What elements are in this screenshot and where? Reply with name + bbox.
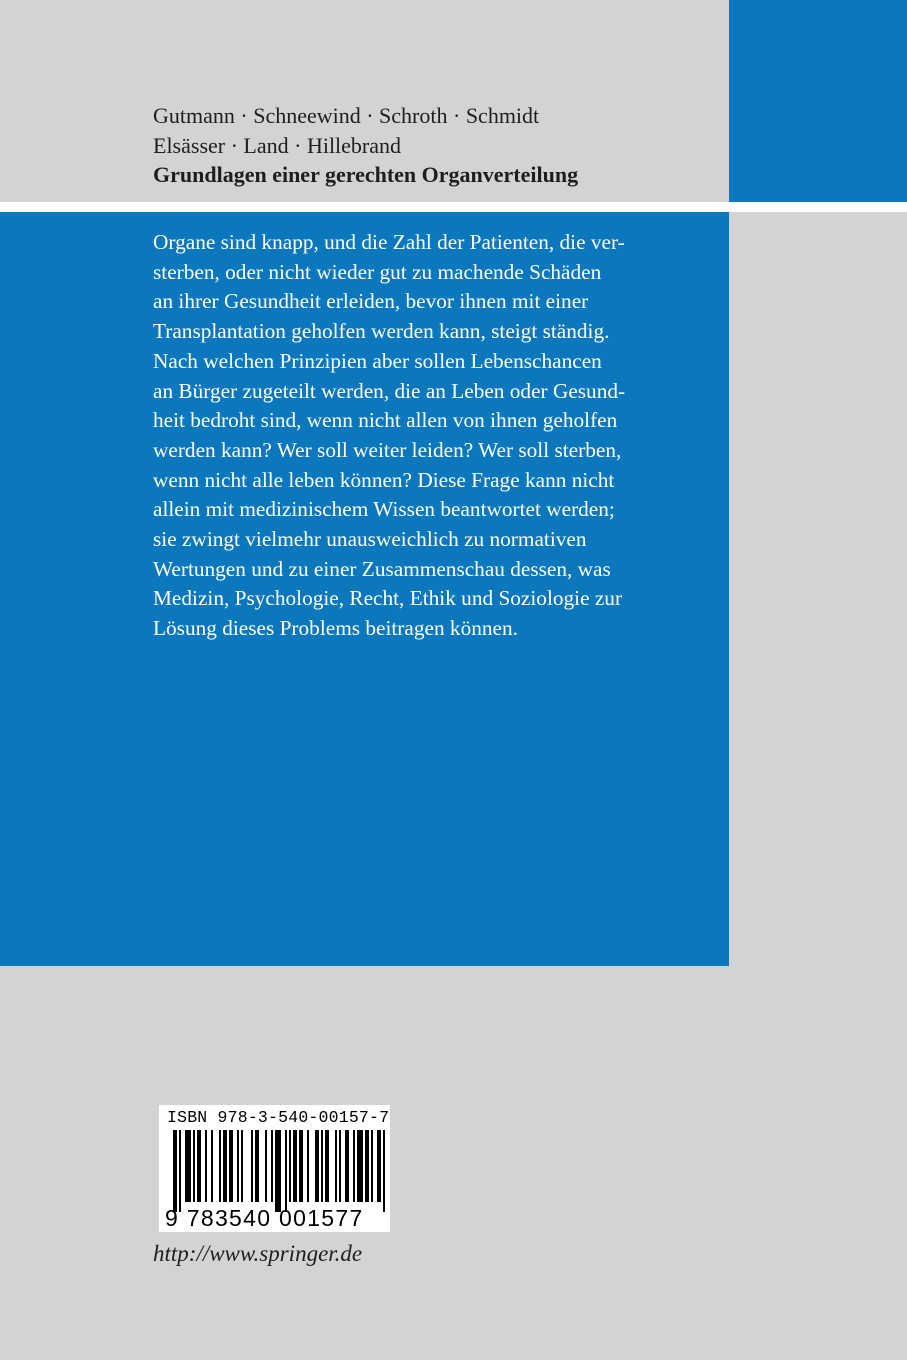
barcode-bar [211, 1130, 213, 1202]
barcode-bar [179, 1130, 181, 1212]
barcode-bar [229, 1130, 233, 1202]
barcode-bar [285, 1130, 287, 1212]
barcode-bar [251, 1130, 253, 1202]
divider-rule [0, 202, 907, 212]
blurb-line: allein mit medizinischem Wissen beantwortet werden; [153, 497, 615, 522]
barcode-bar [321, 1130, 323, 1202]
authors-line-2: Elsässer · Land · Hillebrand [153, 132, 402, 158]
authors-line-1: Gutmann · Schneewind · Schroth · Schmidt [153, 103, 540, 128]
barcode-bar [293, 1130, 297, 1202]
blurb-line: Transplantation geholfen werden kann, steigt ständig. [153, 319, 610, 344]
corner-accent-block [729, 0, 907, 202]
blurb-line: wenn nicht alle leben können? Diese Frage kann nicht [153, 467, 615, 492]
barcode-bar [197, 1130, 201, 1202]
barcode-bar [315, 1130, 319, 1202]
barcode-bar [307, 1130, 309, 1202]
barcode-bar [345, 1130, 349, 1202]
blurb-line: sterben, oder nicht wieder gut zu machende Schäden [153, 259, 602, 284]
book-header [153, 101, 713, 190]
barcode-bar [255, 1130, 259, 1202]
blurb-line: werden kann? Wer soll weiter leiden? Wer soll sterben, [153, 437, 622, 462]
barcode-bar [185, 1130, 191, 1202]
barcode-bar [339, 1130, 341, 1202]
barcode-bar [353, 1130, 355, 1202]
barcode-bar [173, 1130, 177, 1212]
barcode-bar [193, 1130, 195, 1202]
barcode-bar [265, 1130, 267, 1202]
blurb-line: Lösung dieses Problems beitragen können. [153, 616, 518, 641]
blurb-line: Nach welchen Prinzipien aber sollen Lebenschancen [153, 348, 602, 373]
blurb-line: an Bürger zugeteilt werden, die an Leben oder Gesund- [153, 378, 626, 403]
barcode-bar [205, 1130, 207, 1202]
barcode-bar [275, 1130, 281, 1212]
blurb-text [153, 228, 700, 644]
barcode-bar [383, 1130, 385, 1212]
barcode-bar [271, 1130, 273, 1202]
blurb-line: an ihrer Gesundheit erleiden, bevor ihnen mit einer [153, 289, 589, 314]
blurb-line: Organe sind knapp, und die Zahl der Patienten, die ver- [153, 230, 625, 254]
barcode-bar [371, 1130, 373, 1202]
barcode-bar [335, 1130, 337, 1202]
barcode-bars [159, 1130, 390, 1215]
barcode-bar [377, 1130, 381, 1202]
book-title: Grundlagen einer gerechten Organverteilung [153, 162, 579, 187]
isbn-label: ISBN 978-3-540-00157-7 [167, 1108, 390, 1127]
barcode-bar [241, 1130, 243, 1202]
barcode-bar [365, 1130, 369, 1202]
blurb-line: Wertungen und zu einer Zusammenschau dessen, was [153, 556, 611, 581]
blurb-line: sie zwingt vielmehr unausweichlich zu normativen [153, 527, 587, 552]
barcode-digits: 9 783540 001577 [165, 1205, 364, 1231]
barcode-bar [325, 1130, 329, 1202]
barcode-bar [219, 1130, 221, 1202]
barcode-bar [357, 1130, 363, 1202]
blurb-line: Medizin, Psychologie, Recht, Ethik und Soziologie zur [153, 586, 623, 611]
barcode-bar [299, 1130, 303, 1202]
isbn-barcode [159, 1105, 390, 1232]
barcode-bar [237, 1130, 239, 1202]
barcode-bar [289, 1130, 291, 1202]
publisher-url[interactable]: http://www.springer.de [153, 1241, 363, 1266]
blurb-line: heit bedroht sind, wenn nicht allen von ihnen geholfen [153, 408, 618, 433]
barcode-bar [223, 1130, 227, 1202]
